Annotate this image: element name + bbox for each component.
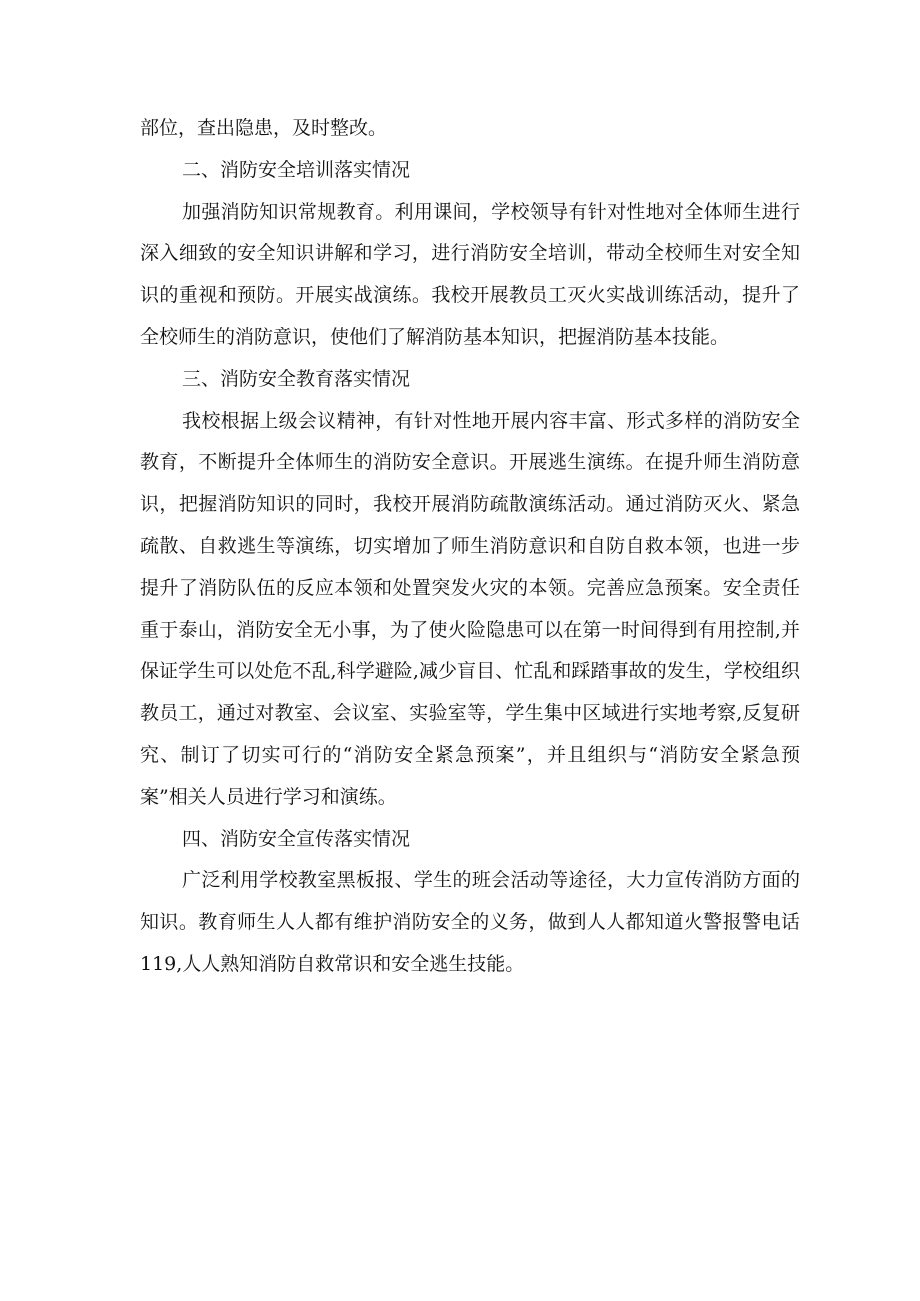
paragraph-continuation: 部位，查出隐患，及时整改。	[140, 117, 388, 139]
paragraph-training: 加强消防知识常规教育。利用课间，学校领导有针对性地对全体师生进行深入细致的安全知识讲解和学习，进行消防安全培训，带动全校师生对安全知识的重视和预防。开展实战演练。我校开展教员工灭火实战训练活动，提升了全校师生的消防意识，使他们了解消防基本知识，把握消防基本技能。	[140, 200, 800, 348]
section-heading-education: 三、消防安全教育落实情况	[182, 367, 411, 390]
paragraph-publicity: 广泛利用学校教室黑板报、学生的班会活动等途径，大力宣传消防方面的知识。教育师生人人都有维护消防安全的义务，做到人人都知道火警报警电话119,人人熟知消防自救常识和安全逃生技能。	[140, 869, 800, 975]
section-heading-publicity: 四、消防安全宣传落实情况	[182, 827, 411, 850]
document-body	[140, 108, 800, 986]
section-heading-training: 二、消防安全培训落实情况	[182, 158, 411, 181]
paragraph-education: 我校根据上级会议精神，有针对性地开展内容丰富、形式多样的消防安全教育，不断提升全体师生的消防安全意识。开展逃生演练。在提升师生消防意识，把握消防知识的同时，我校开展消防疏散演练活动。通过消防灭火、紧急疏散、自救逃生等演练，切实增加了师生消防意识和自防自救本领，也进一步提升了消防队伍的反应本领和处置突发火灾的本领。完善应急预案。安全责任重于泰山，消防安全无小事，为了使火险隐患可以在第一时间得到有用控制,并保证学生可以处危不乱,科学避险,减少盲目、忙乱和踩踏事故的发生，学校组织教员工，通过对教室、会议室、实验室等，学生集中区域进行实地考察,反复研究、制订了切实可行的“消防安全紧急预案”，并且组织与“消防安全紧急预案”相关人员进行学习和演练。	[140, 409, 800, 808]
